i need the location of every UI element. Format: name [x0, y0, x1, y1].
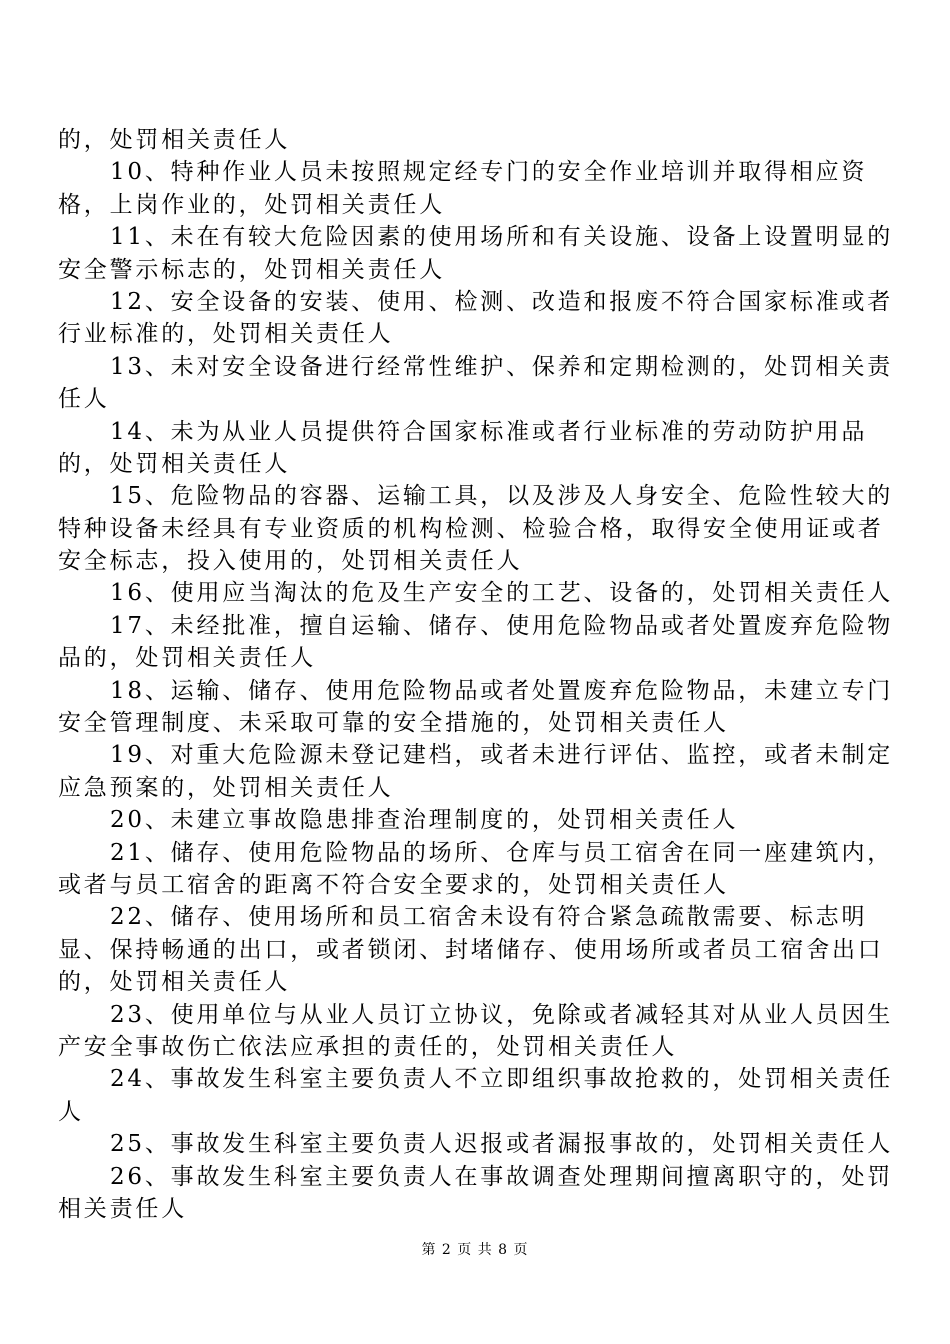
text-line: 10、特种作业人员未按照规定经专门的安全作业培训并取得相应资 [110, 159, 868, 186]
text-line: 安全管理制度、未采取可靠的安全措施的，处罚相关责任人 [58, 710, 729, 737]
text-line: 21、储存、使用危险物品的场所、仓库与员工宿舍在同一座建筑内， [110, 839, 894, 866]
text-line: 相关责任人 [58, 1195, 187, 1222]
text-line: 26、事故发生科室主要负责人在事故调查处理期间擅离职守的，处罚 [110, 1163, 894, 1190]
page-footer: 第 2 页 共 8 页 [421, 1242, 529, 1258]
text-line: 16、使用应当淘汰的危及生产安全的工艺、设备的，处罚相关责任人 [110, 580, 894, 607]
text-line: 任人 [58, 386, 110, 413]
text-line: 安全标志，投入使用的，处罚相关责任人 [58, 548, 523, 575]
text-line: 的，处罚相关责任人 [58, 127, 291, 153]
document-body [58, 124, 898, 1225]
text-line: 安全警示标志的，处罚相关责任人 [58, 256, 445, 283]
text-line: 特种设备未经具有专业资质的机构检测、检验合格，取得安全使用证或者 [58, 515, 884, 542]
text-line: 11、未在有较大危险因素的使用场所和有关设施、设备上设置明显的 [110, 224, 894, 251]
text-line: 产安全事故伤亡依法应承担的责任的，处罚相关责任人 [58, 1033, 678, 1060]
text-line: 或者与员工宿舍的距离不符合安全要求的，处罚相关责任人 [58, 871, 729, 898]
text-line: 格，上岗作业的，处罚相关责任人 [58, 191, 445, 218]
text-line: 14、未为从业人员提供符合国家标准或者行业标准的劳动防护用品 [110, 418, 868, 445]
text-line: 25、事故发生科室主要负责人迟报或者漏报事故的，处罚相关责任人 [110, 1131, 894, 1158]
text-line: 24、事故发生科室主要负责人不立即组织事故抢救的，处罚相关责任 [110, 1066, 894, 1093]
text-line: 品的，处罚相关责任人 [58, 645, 316, 672]
text-line: 17、未经批准，擅自运输、储存、使用危险物品或者处置废弃危险物 [110, 612, 894, 639]
text-line: 13、未对安全设备进行经常性维护、保养和定期检测的，处罚相关责 [110, 353, 894, 380]
text-line: 12、安全设备的安装、使用、检测、改造和报废不符合国家标准或者 [110, 288, 894, 315]
text-line: 显、保持畅通的出口，或者锁闭、封堵储存、使用场所或者员工宿舍出口 [58, 936, 884, 963]
text-line: 的，处罚相关责任人 [58, 450, 291, 477]
text-line: 应急预案的，处罚相关责任人 [58, 774, 394, 801]
text-line: 的，处罚相关责任人 [58, 969, 291, 996]
text-line: 22、储存、使用场所和员工宿舍未设有符合紧急疏散需要、标志明 [110, 904, 868, 931]
text-line: 19、对重大危险源未登记建档，或者未进行评估、监控，或者未制定 [110, 742, 894, 769]
text-line: 18、运输、储存、使用危险物品或者处置废弃危险物品，未建立专门 [110, 677, 894, 704]
text-line: 20、未建立事故隐患排查治理制度的，处罚相关责任人 [110, 807, 739, 834]
text-line: 15、危险物品的容器、运输工具，以及涉及人身安全、危险性较大的 [110, 483, 894, 510]
text-line: 23、使用单位与从业人员订立协议，免除或者减轻其对从业人员因生 [110, 1001, 894, 1028]
text-line: 行业标准的，处罚相关责任人 [58, 321, 394, 348]
text-line: 人 [58, 1098, 84, 1125]
